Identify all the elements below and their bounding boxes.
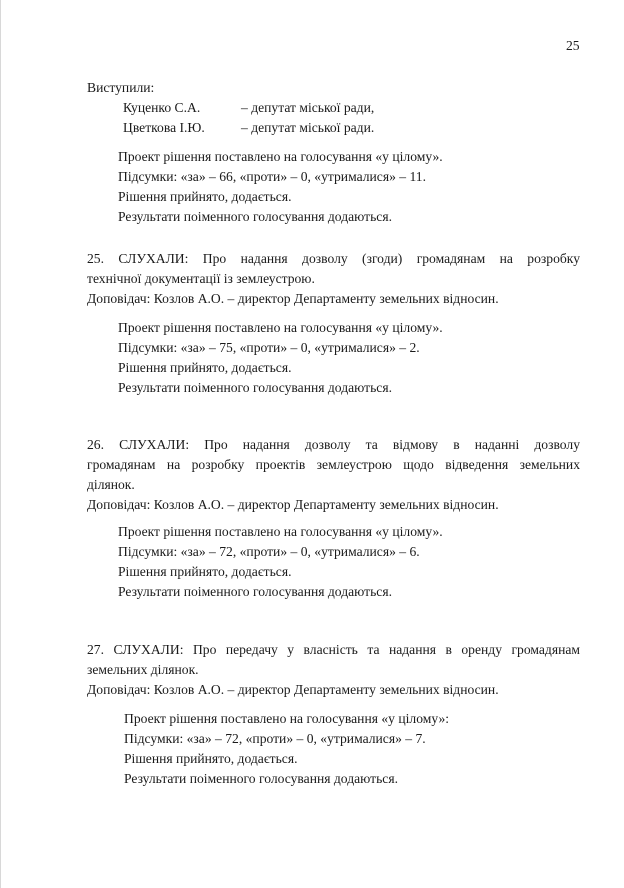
speaker-role: – депутат міської ради, xyxy=(241,100,375,115)
speaker-name: Цветкова І.Ю. xyxy=(123,120,205,135)
item-title-line: земельних ділянок. xyxy=(87,662,199,677)
speakers-heading: Виступили: xyxy=(87,80,155,95)
item-title-line: 25. СЛУХАЛИ: Про надання дозволу (згоди) громадянам на розробку xyxy=(87,251,580,266)
vote-totals: Підсумки: «за» – 72, «проти» – 0, «утрималися» – 7. xyxy=(124,731,426,746)
vote-status: Проект рішення поставлено на голосування «у цілому». xyxy=(118,524,443,539)
item-reporter: Доповідач: Козлов А.О. – директор Департаменту земельних відносин. xyxy=(87,682,499,697)
vote-status: Проект рішення поставлено на голосування «у цілому»: xyxy=(124,711,450,726)
vote-decision: Рішення прийнято, додається. xyxy=(118,189,292,204)
vote-totals: Підсумки: «за» – 72, «проти» – 0, «утрималися» – 6. xyxy=(118,544,420,559)
item-title-line: технічної документації із землеустрою. xyxy=(87,271,315,286)
page-number: 25 xyxy=(566,38,580,53)
agenda-item-25 xyxy=(87,249,580,309)
speaker-item xyxy=(87,98,374,118)
item-title-line: громадянам на розробку проектів землеустрою щодо відведення земельних xyxy=(87,457,580,472)
speaker-name: Куценко С.А. xyxy=(123,100,201,115)
vote-results-25 xyxy=(118,318,443,398)
vote-results-26 xyxy=(118,522,443,602)
vote-attachment-note: Результати поіменного голосування додаються. xyxy=(118,209,392,224)
vote-attachment-note: Результати поіменного голосування додаються. xyxy=(118,584,392,599)
vote-decision: Рішення прийнято, додається. xyxy=(118,360,292,375)
speaker-item xyxy=(87,118,374,138)
agenda-item-27 xyxy=(87,640,580,700)
speaker-role: – депутат міської ради. xyxy=(241,120,375,135)
scan-edge xyxy=(0,0,1,888)
vote-totals: Підсумки: «за» – 66, «проти» – 0, «утрималися» – 11. xyxy=(118,169,426,184)
item-title-line: 26. СЛУХАЛИ: Про надання дозволу та відмову в наданні дозволу xyxy=(87,437,580,452)
vote-totals: Підсумки: «за» – 75, «проти» – 0, «утрималися» – 2. xyxy=(118,340,420,355)
item-title-line: 27. СЛУХАЛИ: Про передачу у власність та надання в оренду громадянам xyxy=(87,642,580,657)
vote-status: Проект рішення поставлено на голосування «у цілому». xyxy=(118,149,443,164)
vote-attachment-note: Результати поіменного голосування додаються. xyxy=(118,380,392,395)
agenda-item-26 xyxy=(87,435,580,515)
item-title-line: ділянок. xyxy=(87,477,135,492)
vote-results-27 xyxy=(124,709,449,789)
vote-status: Проект рішення поставлено на голосування «у цілому». xyxy=(118,320,443,335)
vote-results-24 xyxy=(118,147,443,227)
vote-decision: Рішення прийнято, додається. xyxy=(124,751,298,766)
speakers-section xyxy=(87,78,374,138)
vote-attachment-note: Результати поіменного голосування додаються. xyxy=(124,771,398,786)
item-reporter: Доповідач: Козлов А.О. – директор Департаменту земельних відносин. xyxy=(87,291,499,306)
vote-decision: Рішення прийнято, додається. xyxy=(118,564,292,579)
item-reporter: Доповідач: Козлов А.О. – директор Департаменту земельних відносин. xyxy=(87,497,499,512)
